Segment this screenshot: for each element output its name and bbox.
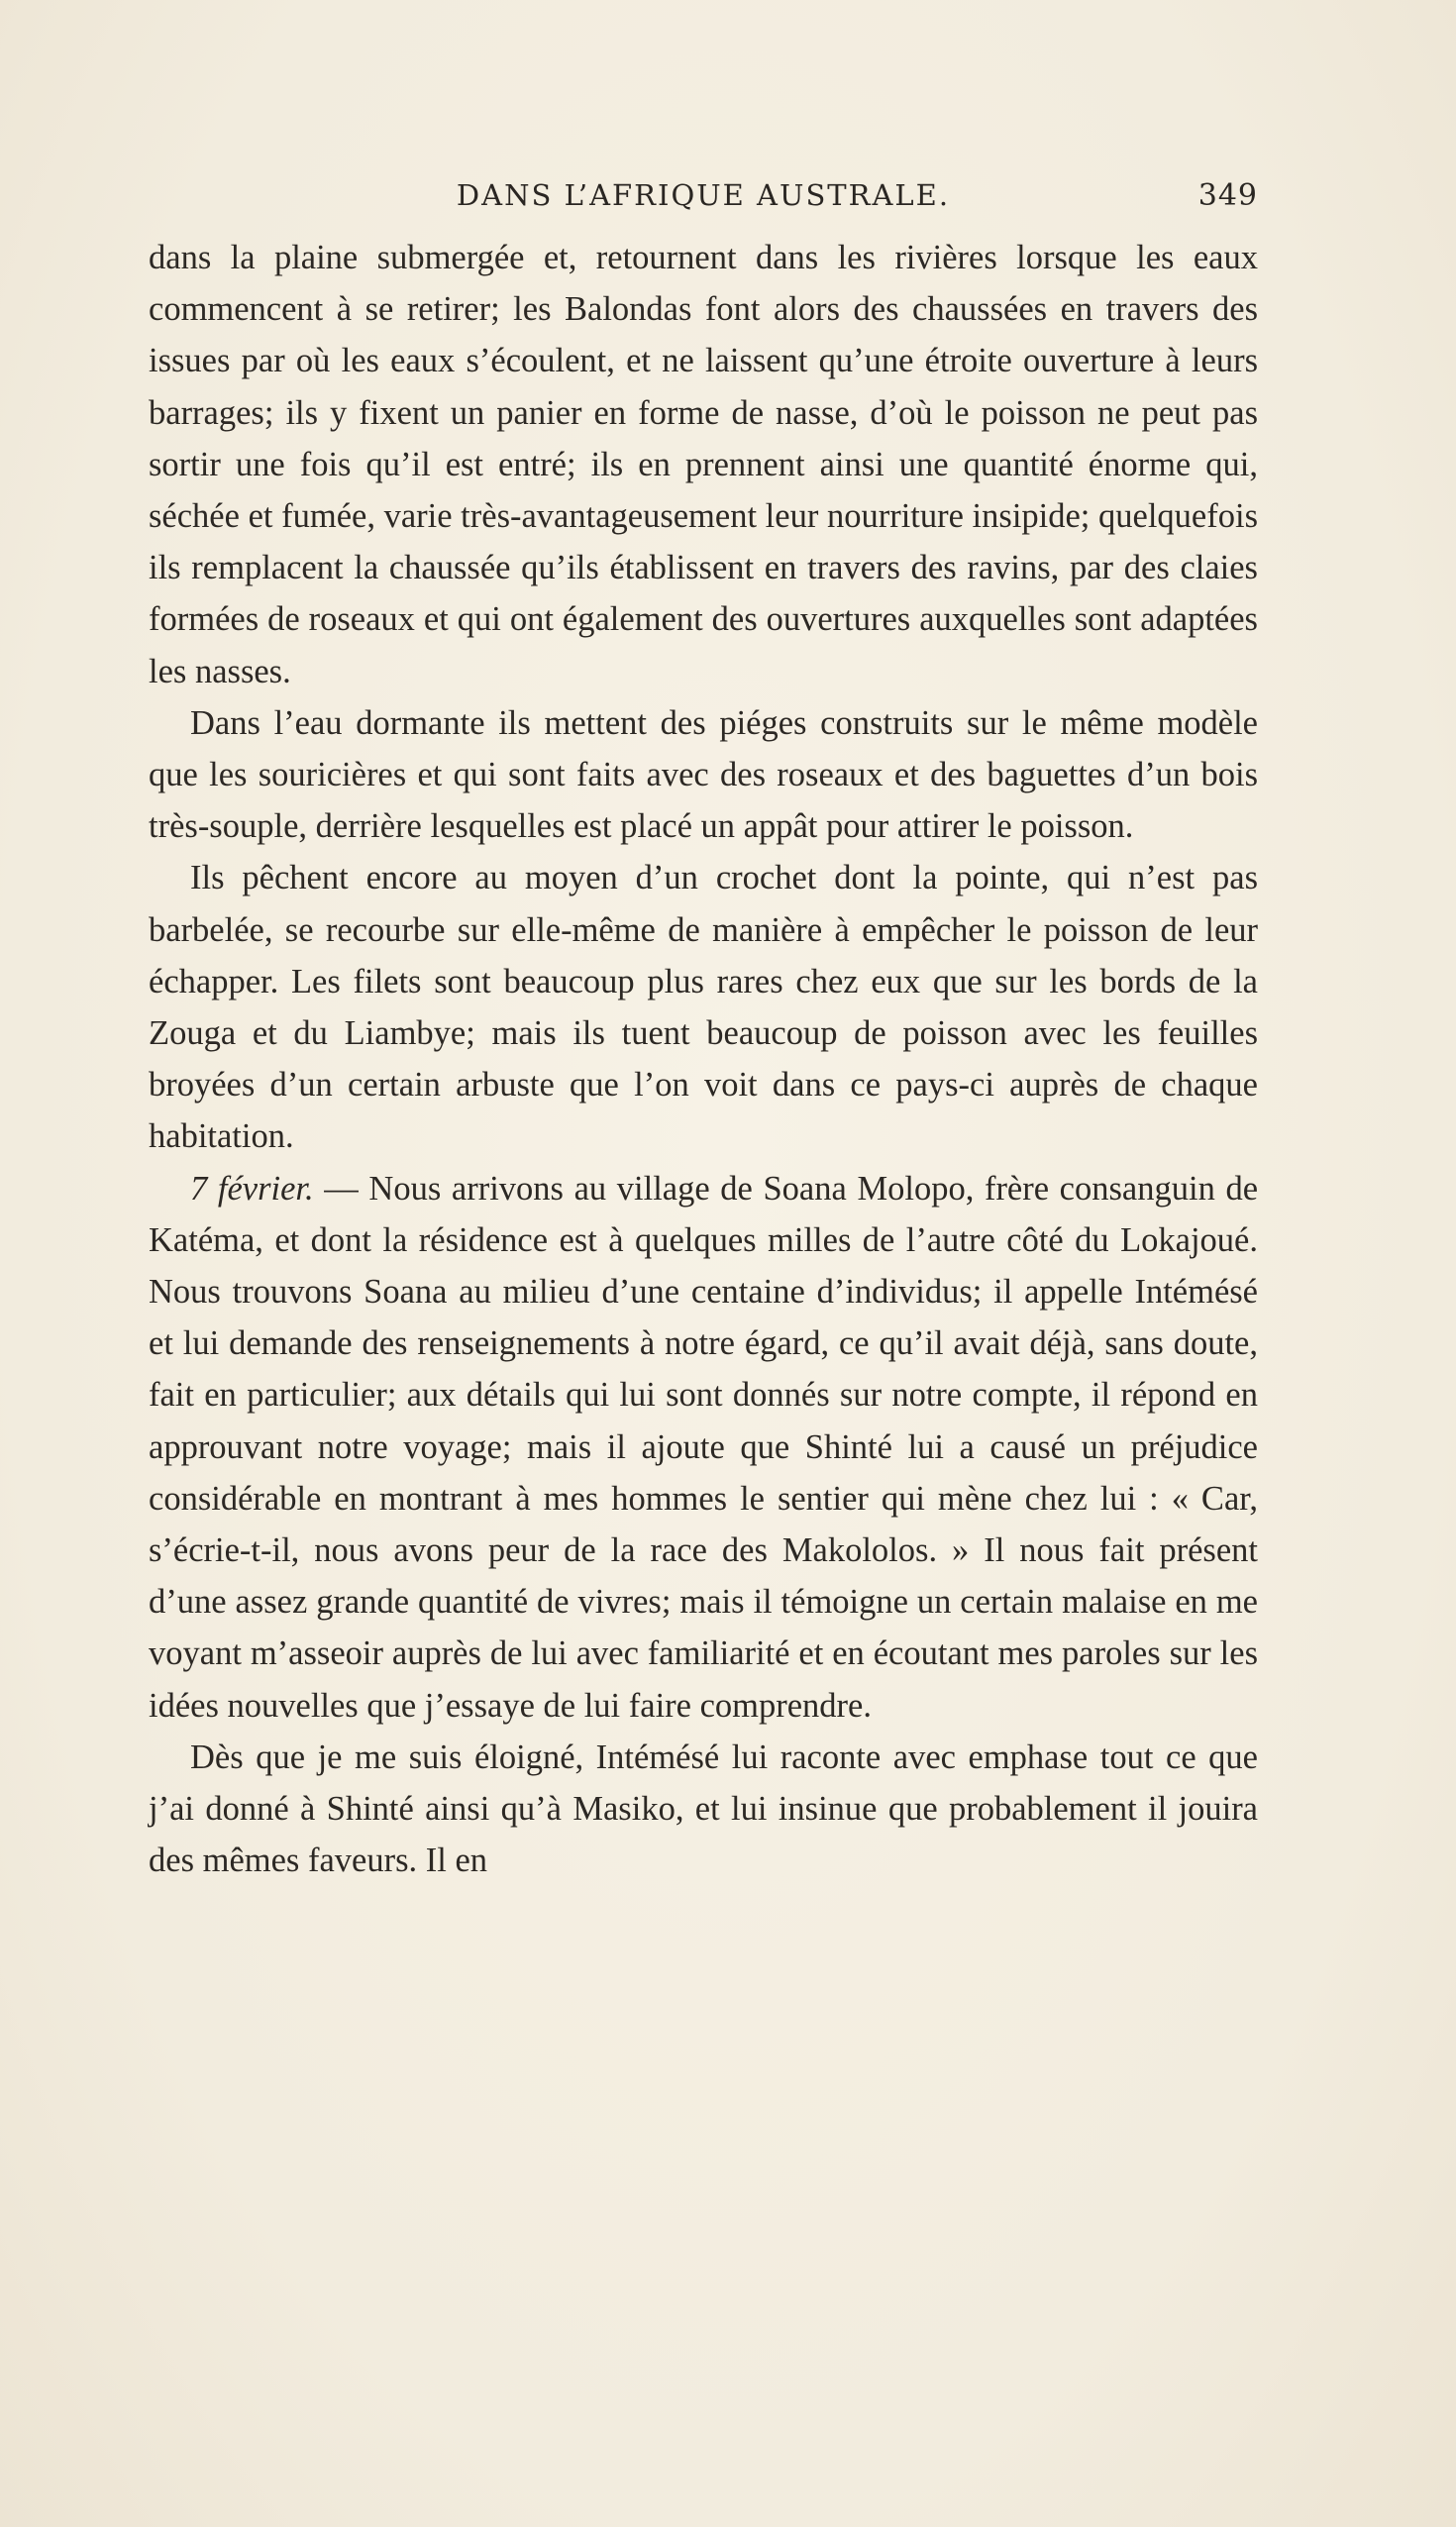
paragraph-hooks: Ils pêchent encore au moyen d’un crochet dont la pointe, qui n’est pas barbelée, se recourbe sur elle-même de manière à empêcher le poisson de leur échapper. Les filets sont beaucoup plus rares chez eux que sur les bords de la Zouga et du Liambye; mais ils tuent beaucoup de poisson avec les feuilles broyées d’un certain arbuste que l’on voit dans ce pays-ci auprès de chaque habitation. xyxy=(149,859,1258,1156)
page-header xyxy=(149,178,1258,218)
paragraph-intemese: Dès que je me suis éloigné, Intémésé lui raconte avec emphase tout ce que j’ai donné à Shinté ainsi qu’à Masiko, et lui insinue que probablement il jouira des mêmes faveurs. Il en xyxy=(149,1737,1258,1880)
body-text xyxy=(149,232,1258,1887)
running-head: DANS L’AFRIQUE AUSTRALE. xyxy=(456,178,951,212)
paragraph-fishing-dams: dans la plaine submergée et, retournent dans les rivières lorsque les eaux commencent à se retirer; les Balondas font alors des chaussées en travers des issues par où les eaux s’écoulent, et ne laissent qu’une étroite ouverture à leurs barrages; ils y fixent un panier en forme de nasse, d’où le poisson ne peut pas sortir une fois qu’il est entré; ils en prennent ainsi une quantité énorme qui, séchée et fumée, varie très-avantageusement leur nourriture insipide; quelquefois ils remplacent la chaussée qu’ils établissent en travers des ravins, par des claies formées de roseaux et qui ont également des ouvertures auxquelles sont adaptées les nasses. xyxy=(149,239,1258,690)
paragraph-soana-text: — Nous arrivons au village de Soana Molopo, frère consanguin de Katéma, et dont la résidence est à quelques milles de l’autre côté du Lokajoué. Nous trouvons Soana au milieu d’une centaine d’individus; il appelle Intémésé et lui demande des renseignements à notre égard, ce qu’il avait déjà, sans doute, fait en particulier; aux détails qui lui sont donnés sur notre compte, il répond en approuvant notre voyage; mais il ajoute que Shinté lui a causé un préjudice considérable en montrant à mes hommes le sentier qui mène chez lui : « Car, s’écrie-t-il, nous avons peur de la race des Makololos. » Il nous fait présent d’une assez grande quantité de vivres; mais il témoigne un certain malaise en me voyant m’asseoir auprès de lui avec familiarité et en écoutant mes paroles sur les idées nouvelles que j’essaye de lui faire comprendre. xyxy=(149,1169,1259,1725)
paragraph-traps: Dans l’eau dormante ils mettent des piéges construits sur le même modèle que les souricières et qui sont faits avec des roseaux et des baguettes d’un bois très-souple, derrière lesquelles est placé un appât pour attirer le poisson. xyxy=(149,703,1258,846)
date-label: 7 février. xyxy=(190,1169,314,1208)
paragraph-soana-molopo xyxy=(149,1163,1258,1732)
page-number: 349 xyxy=(1197,178,1258,213)
